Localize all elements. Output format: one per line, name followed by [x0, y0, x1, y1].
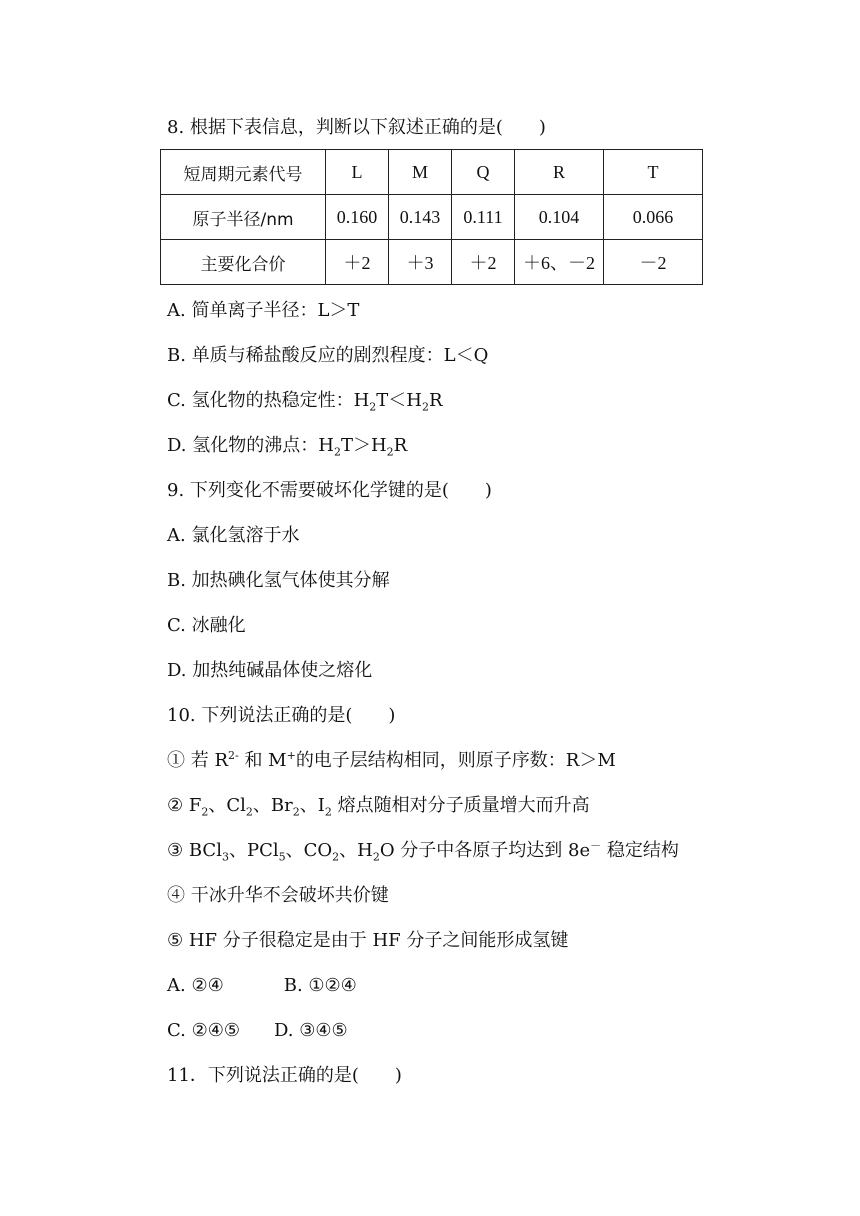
- subscript: 2: [292, 805, 300, 819]
- q8-option-d: [167, 434, 407, 458]
- subscript: 2: [372, 850, 380, 864]
- q8-option-c: [167, 389, 443, 413]
- text-run: 、Br: [252, 795, 293, 816]
- q10-statement-3: [167, 839, 679, 863]
- subscript: 2: [386, 445, 394, 459]
- text-run: 、CO: [285, 840, 333, 861]
- q8-option-b: B. 单质与稀盐酸反应的剧烈程度：L＜Q: [167, 345, 489, 366]
- table-row: [161, 150, 703, 195]
- q10-options-ab: [167, 974, 357, 998]
- subscript: 5: [278, 850, 286, 864]
- q9-option-a: A. 氯化氢溶于水: [167, 525, 300, 546]
- table-cell: 0.160: [326, 195, 389, 240]
- subscript: 2: [324, 805, 332, 819]
- table-cell: R: [515, 150, 604, 195]
- table-cell: M: [389, 150, 452, 195]
- text-run: 、PCl: [228, 840, 279, 861]
- q9-stem: 9. 下列变化不需要破坏化学键的是( ): [167, 480, 492, 501]
- q8-option-a: A. 简单离子半径：L＞T: [167, 300, 360, 321]
- subscript: 2: [245, 805, 253, 819]
- table-cell: Q: [452, 150, 515, 195]
- table-cell: L: [326, 150, 389, 195]
- text-run: 、Cl: [208, 795, 246, 816]
- text-run: 、H: [339, 840, 373, 861]
- subscript: 2: [201, 805, 209, 819]
- q10-options-cd: [167, 1019, 348, 1043]
- q10-statement-4: ④ 干冰升华不会破坏共价键: [167, 885, 389, 906]
- table-cell: 原子半径/nm: [161, 195, 326, 240]
- table-row: [161, 240, 703, 285]
- text-run: 、I: [299, 795, 325, 816]
- q9-option-c: C. 冰融化: [167, 615, 246, 636]
- table-cell: 0.066: [604, 195, 703, 240]
- text-run: 稳定结构: [601, 840, 679, 861]
- text-run: ① 若 R: [167, 750, 228, 771]
- q10-stem: 10. 下列说法正确的是( ): [167, 705, 396, 726]
- q10-statement-5: ⑤ HF 分子很稳定是由于 HF 分子之间能形成氢键: [167, 930, 569, 951]
- text-run: C. 氢化物的热稳定性：H: [167, 390, 370, 411]
- q9-option-b: B. 加热碘化氢气体使其分解: [167, 570, 390, 591]
- table-cell: 主要化合价: [161, 240, 326, 285]
- table-cell: 短周期元素代号: [161, 150, 326, 195]
- text-run: R: [393, 435, 408, 456]
- q9-option-d: D. 加热纯碱晶体使之熔化: [167, 660, 373, 681]
- text-run: 和 M: [238, 750, 287, 771]
- subscript: 3: [221, 850, 229, 864]
- element-info-table: [160, 149, 703, 285]
- text-run: 熔点随相对分子质量增大而升高: [331, 795, 590, 816]
- q10-option-c: C. ②④⑤: [167, 1020, 240, 1041]
- table-row: [161, 195, 703, 240]
- table-cell: T: [604, 150, 703, 195]
- text-run: O 分子中各原子均达到 8e: [379, 840, 591, 861]
- table-cell: ＋6、－2: [515, 240, 604, 285]
- table-cell: 0.143: [389, 195, 452, 240]
- table-cell: ＋2: [326, 240, 389, 285]
- text-run: 的电子层结构相同，则原子序数：R＞M: [295, 750, 616, 771]
- superscript: 2-: [228, 749, 239, 762]
- table-cell: ＋3: [389, 240, 452, 285]
- table-cell: 0.111: [452, 195, 515, 240]
- text-run: T＞H: [340, 435, 387, 456]
- q10-option-d: D. ③④⑤: [273, 1020, 348, 1041]
- text-run: ② F: [167, 795, 202, 816]
- subscript: 2: [369, 400, 377, 414]
- superscript: +: [286, 749, 296, 762]
- q10-statement-2: [167, 794, 590, 818]
- table-cell: 0.104: [515, 195, 604, 240]
- text-run: ③ BCl: [167, 840, 222, 861]
- text-run: D. 氢化物的沸点：H: [167, 435, 334, 456]
- q10-statement-1: [167, 749, 616, 773]
- subscript: 2: [421, 400, 429, 414]
- text-run: T＜H: [376, 390, 422, 411]
- q10-option-b: B. ①②④: [283, 975, 357, 996]
- q8-stem: 8. 根据下表信息，判断以下叙述正确的是( ): [167, 117, 546, 138]
- subscript: 2: [332, 850, 340, 864]
- q11-stem: 11．下列说法正确的是( ): [167, 1065, 402, 1086]
- text-run: R: [428, 390, 443, 411]
- superscript: －: [590, 839, 602, 852]
- table-cell: －2: [604, 240, 703, 285]
- q10-option-a: A. ②④: [167, 975, 224, 996]
- table-cell: ＋2: [452, 240, 515, 285]
- subscript: 2: [333, 445, 341, 459]
